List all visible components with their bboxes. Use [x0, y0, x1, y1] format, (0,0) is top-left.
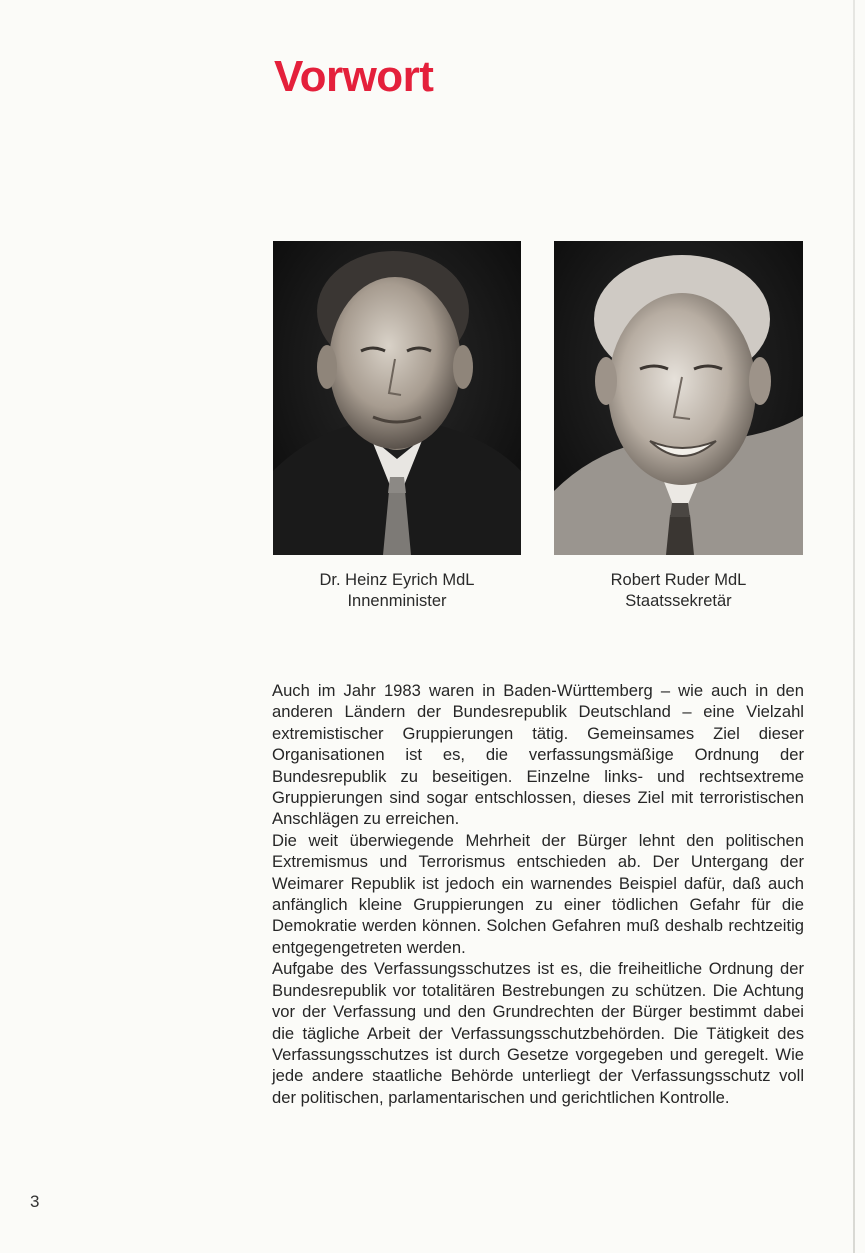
portrait-name: Robert Ruder MdL	[610, 571, 747, 589]
portrait-photo-eyrich	[273, 241, 521, 555]
page-number: 3	[30, 1192, 40, 1211]
portrait-name: Dr. Heinz Eyrich MdL	[319, 571, 475, 589]
portrait-role: Staatssekretär	[625, 592, 732, 610]
portrait-role: Innenminister	[347, 592, 447, 610]
portrait-caption-eyrich	[273, 570, 521, 612]
portrait-caption-ruder	[554, 570, 803, 612]
paragraph: Aufgabe des Verfassungsschutzes ist es, die freiheitliche Ordnung der Bundesrepublik vor totalitären Bestrebungen zu schützen. Die Achtung vor der Verfassung und den Grundrechten der Bürger bestimmt dabei die tägliche Arbeit der Verfassungsschutzbehörden. Die Tätigkeit des Verfassungsschutzes ist durch Gesetze vorgegeben und geregelt. Wie jede andere staatliche Behörde unterliegt der Verfassungsschutz voll der politischen, parlamentarischen und gerichtlichen Kontrolle.	[272, 959, 804, 1107]
portrait-photo-ruder	[554, 241, 803, 555]
foreword-text	[272, 680, 804, 1108]
paragraph: Die weit überwiegende Mehrheit der Bürger lehnt den politischen Extremismus und Terrorismus entschieden ab. Der Untergang der Weimarer Republik ist jedoch ein warnendes Beispiel dafür, daß auch anfänglich kleine Gruppierungen zu einer tödlichen Gefahr für die Demokratie werden können. Solchen Gefahren muß deshalb rechtzeitig entgegengetreten werden.	[272, 830, 804, 957]
page-edge	[853, 0, 855, 1253]
page-title: Vorwort	[274, 52, 434, 101]
paragraph: Auch im Jahr 1983 waren in Baden-Württemberg – wie auch in den anderen Ländern der Bundesrepublik Deutschland – eine Vielzahl extremistischer Gruppierungen tätig. Gemeinsames Ziel dieser Organisationen ist es, die verfassungsmäßige Ordnung der Bundesrepublik zu beseitigen. Einzelne links- und rechtsextreme Gruppierungen sind sogar entschlossen, dieses Ziel mit terroristischen Anschlägen zu erreichen.	[272, 681, 804, 829]
